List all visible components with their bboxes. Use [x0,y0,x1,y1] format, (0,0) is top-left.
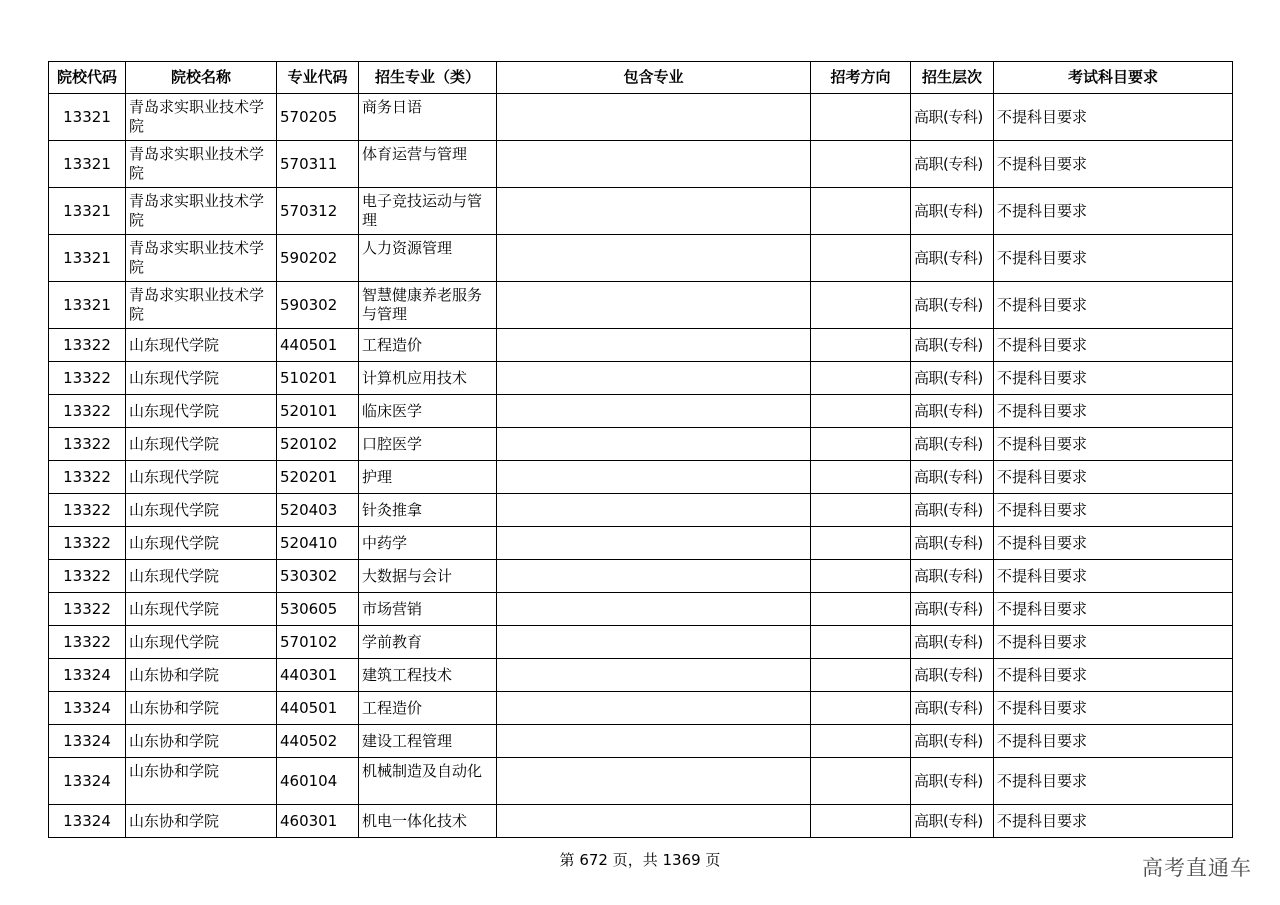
cell-included-majors [497,527,811,560]
cell-school-name: 山东现代学院 [126,329,277,362]
cell-included-majors [497,428,811,461]
watermark-logo: 高考直通车 [1142,856,1252,880]
cell-major-code: 520410 [277,527,359,560]
cell-major: 学前教育 [359,626,497,659]
cell-major: 口腔医学 [359,428,497,461]
table-row [49,395,1233,428]
cell-direction [811,428,911,461]
cell-included-majors [497,329,811,362]
cell-direction [811,94,911,141]
cell-level: 高职(专科) [911,94,994,141]
table-row [49,725,1233,758]
cell-subject-requirement: 不提科目要求 [994,235,1233,282]
cell-level: 高职(专科) [911,527,994,560]
header-school-name: 院校名称 [126,62,277,94]
cell-school-code: 13324 [49,725,126,758]
cell-included-majors [497,758,811,805]
cell-direction [811,362,911,395]
table-row [49,188,1233,235]
cell-school-code: 13322 [49,329,126,362]
cell-level: 高职(专科) [911,282,994,329]
cell-subject-requirement: 不提科目要求 [994,758,1233,805]
cell-school-code: 13322 [49,626,126,659]
cell-school-name: 青岛求实职业技术学院 [126,141,277,188]
table-row [49,805,1233,838]
cell-direction [811,560,911,593]
cell-major-code: 440501 [277,692,359,725]
cell-school-code: 13324 [49,758,126,805]
cell-school-code: 13322 [49,527,126,560]
table-row [49,282,1233,329]
cell-school-code: 13321 [49,282,126,329]
cell-subject-requirement: 不提科目要求 [994,188,1233,235]
cell-major-code: 520102 [277,428,359,461]
cell-school-name: 山东现代学院 [126,395,277,428]
cell-major: 市场营销 [359,593,497,626]
cell-subject-requirement: 不提科目要求 [994,560,1233,593]
header-school-code: 院校代码 [49,62,126,94]
cell-major: 人力资源管理 [359,235,497,282]
header-included-majors: 包含专业 [497,62,811,94]
header-subject-requirement: 考试科目要求 [994,62,1233,94]
cell-school-name: 青岛求实职业技术学院 [126,188,277,235]
cell-included-majors [497,626,811,659]
header-row [49,62,1233,94]
table-row [49,494,1233,527]
cell-level: 高职(专科) [911,428,994,461]
cell-major-code: 440301 [277,659,359,692]
table-row [49,94,1233,141]
cell-school-name: 山东现代学院 [126,560,277,593]
cell-subject-requirement: 不提科目要求 [994,494,1233,527]
cell-level: 高职(专科) [911,725,994,758]
cell-included-majors [497,395,811,428]
cell-major: 临床医学 [359,395,497,428]
cell-subject-requirement: 不提科目要求 [994,659,1233,692]
cell-school-code: 13321 [49,141,126,188]
cell-included-majors [497,659,811,692]
cell-school-name: 山东现代学院 [126,527,277,560]
cell-major: 建设工程管理 [359,725,497,758]
header-major: 招生专业（类） [359,62,497,94]
cell-major: 电子竞技运动与管理 [359,188,497,235]
cell-school-code: 13324 [49,805,126,838]
cell-direction [811,725,911,758]
cell-level: 高职(专科) [911,395,994,428]
cell-level: 高职(专科) [911,560,994,593]
cell-subject-requirement: 不提科目要求 [994,527,1233,560]
cell-level: 高职(专科) [911,593,994,626]
cell-major-code: 520101 [277,395,359,428]
cell-school-code: 13322 [49,461,126,494]
cell-direction [811,188,911,235]
cell-level: 高职(专科) [911,235,994,282]
cell-included-majors [497,362,811,395]
cell-school-name: 山东协和学院 [126,805,277,838]
table-row [49,560,1233,593]
page-number: 第 672 页，共 1369 页 [559,851,721,869]
table-row [49,461,1233,494]
cell-school-name: 山东现代学院 [126,626,277,659]
cell-direction [811,282,911,329]
table-row [49,659,1233,692]
cell-school-name: 山东协和学院 [126,692,277,725]
cell-major: 建筑工程技术 [359,659,497,692]
cell-school-name: 山东现代学院 [126,428,277,461]
cell-subject-requirement: 不提科目要求 [994,329,1233,362]
cell-school-name: 青岛求实职业技术学院 [126,282,277,329]
cell-school-code: 13321 [49,94,126,141]
cell-school-code: 13321 [49,188,126,235]
cell-major-code: 590302 [277,282,359,329]
cell-major-code: 520201 [277,461,359,494]
header-level: 招生层次 [911,62,994,94]
cell-included-majors [497,188,811,235]
cell-level: 高职(专科) [911,461,994,494]
cell-level: 高职(专科) [911,659,994,692]
cell-subject-requirement: 不提科目要求 [994,362,1233,395]
cell-major: 机电一体化技术 [359,805,497,838]
cell-school-name: 山东协和学院 [126,758,277,805]
cell-direction [811,659,911,692]
cell-major-code: 570312 [277,188,359,235]
enrollment-table [48,61,1233,838]
cell-included-majors [497,560,811,593]
cell-included-majors [497,282,811,329]
cell-major-code: 460301 [277,805,359,838]
cell-major-code: 570205 [277,94,359,141]
cell-direction [811,329,911,362]
header-direction: 招考方向 [811,62,911,94]
cell-school-code: 13322 [49,362,126,395]
cell-level: 高职(专科) [911,494,994,527]
table-row [49,593,1233,626]
cell-direction [811,494,911,527]
cell-major-code: 530605 [277,593,359,626]
cell-direction [811,805,911,838]
cell-major: 中药学 [359,527,497,560]
cell-direction [811,235,911,282]
cell-direction [811,461,911,494]
cell-subject-requirement: 不提科目要求 [994,692,1233,725]
cell-level: 高职(专科) [911,758,994,805]
cell-major: 机械制造及自动化 [359,758,497,805]
cell-school-code: 13322 [49,560,126,593]
table-row [49,362,1233,395]
cell-included-majors [497,805,811,838]
cell-level: 高职(专科) [911,692,994,725]
cell-major: 体育运营与管理 [359,141,497,188]
table-row [49,329,1233,362]
cell-level: 高职(专科) [911,188,994,235]
cell-major-code: 440502 [277,725,359,758]
table-row [49,758,1233,805]
cell-subject-requirement: 不提科目要求 [994,805,1233,838]
cell-subject-requirement: 不提科目要求 [994,461,1233,494]
cell-direction [811,141,911,188]
cell-subject-requirement: 不提科目要求 [994,94,1233,141]
table-row [49,527,1233,560]
cell-included-majors [497,94,811,141]
cell-school-name: 山东现代学院 [126,362,277,395]
cell-direction [811,593,911,626]
cell-major-code: 530302 [277,560,359,593]
cell-major-code: 510201 [277,362,359,395]
cell-subject-requirement: 不提科目要求 [994,626,1233,659]
cell-major-code: 570102 [277,626,359,659]
cell-included-majors [497,725,811,758]
cell-level: 高职(专科) [911,141,994,188]
cell-subject-requirement: 不提科目要求 [994,395,1233,428]
table-row [49,692,1233,725]
cell-major: 智慧健康养老服务与管理 [359,282,497,329]
cell-major-code: 440501 [277,329,359,362]
table-row [49,235,1233,282]
cell-included-majors [497,593,811,626]
cell-school-name: 山东协和学院 [126,725,277,758]
table-row [49,626,1233,659]
cell-level: 高职(专科) [911,329,994,362]
cell-school-code: 13321 [49,235,126,282]
cell-school-code: 13322 [49,395,126,428]
table-row [49,141,1233,188]
cell-subject-requirement: 不提科目要求 [994,141,1233,188]
cell-direction [811,395,911,428]
cell-school-code: 13322 [49,428,126,461]
cell-school-name: 山东协和学院 [126,659,277,692]
cell-included-majors [497,141,811,188]
cell-subject-requirement: 不提科目要求 [994,725,1233,758]
cell-direction [811,692,911,725]
cell-major-code: 460104 [277,758,359,805]
cell-major: 工程造价 [359,329,497,362]
cell-school-name: 山东现代学院 [126,461,277,494]
cell-level: 高职(专科) [911,362,994,395]
cell-school-name: 青岛求实职业技术学院 [126,235,277,282]
cell-level: 高职(专科) [911,626,994,659]
cell-subject-requirement: 不提科目要求 [994,428,1233,461]
cell-school-code: 13324 [49,692,126,725]
cell-major: 护理 [359,461,497,494]
cell-included-majors [497,692,811,725]
cell-major-code: 520403 [277,494,359,527]
cell-direction [811,626,911,659]
cell-subject-requirement: 不提科目要求 [994,282,1233,329]
header-major-code: 专业代码 [277,62,359,94]
cell-major-code: 570311 [277,141,359,188]
cell-major-code: 590202 [277,235,359,282]
cell-school-name: 山东现代学院 [126,494,277,527]
cell-school-code: 13324 [49,659,126,692]
cell-major: 大数据与会计 [359,560,497,593]
cell-level: 高职(专科) [911,805,994,838]
table-row [49,428,1233,461]
cell-included-majors [497,235,811,282]
cell-major: 工程造价 [359,692,497,725]
cell-direction [811,758,911,805]
cell-major: 针灸推拿 [359,494,497,527]
cell-school-name: 青岛求实职业技术学院 [126,94,277,141]
cell-school-name: 山东现代学院 [126,593,277,626]
cell-major: 商务日语 [359,94,497,141]
cell-school-code: 13322 [49,593,126,626]
cell-included-majors [497,461,811,494]
cell-included-majors [497,494,811,527]
cell-major: 计算机应用技术 [359,362,497,395]
cell-subject-requirement: 不提科目要求 [994,593,1233,626]
cell-school-code: 13322 [49,494,126,527]
cell-direction [811,527,911,560]
